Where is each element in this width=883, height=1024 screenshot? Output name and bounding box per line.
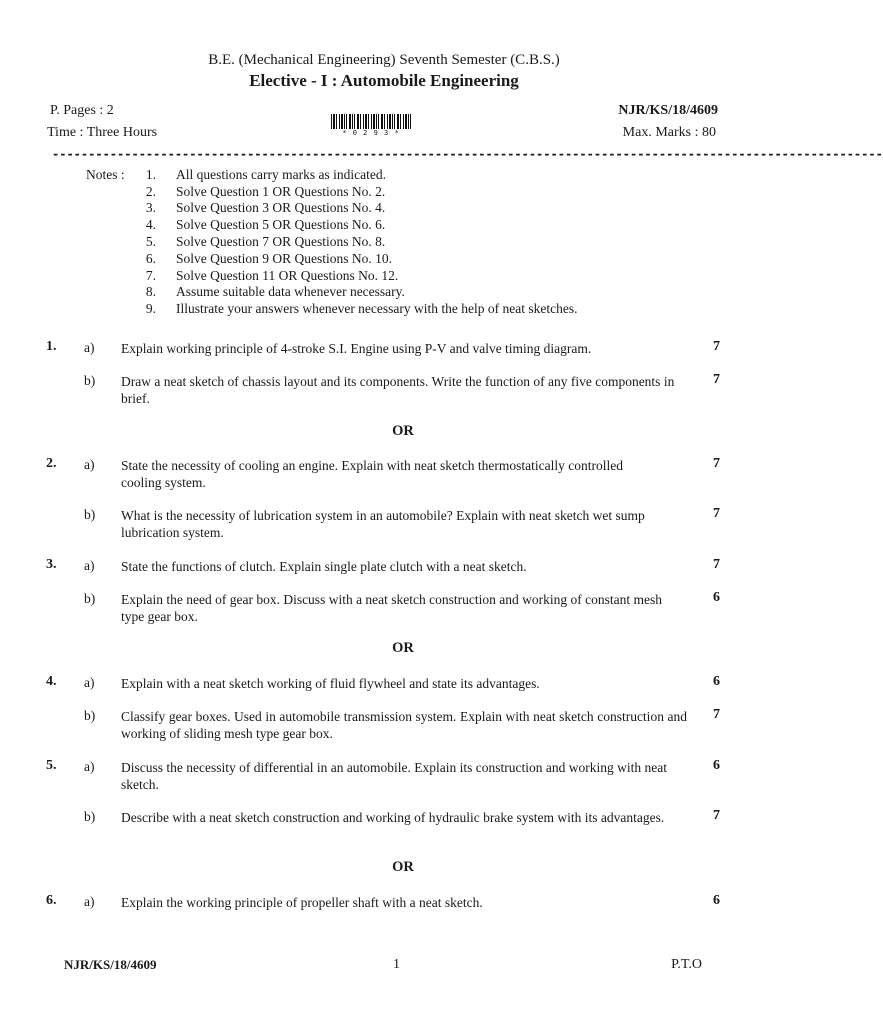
question-marks: 7 [713,456,720,471]
question-marks: 7 [713,339,720,354]
question-text: State the functions of clutch. Explain single plate clutch with a neat sketch. [121,559,527,574]
note-text: Solve Question 5 OR Questions No. 6. [176,217,386,232]
question-number: 6. [46,893,57,908]
paper-code: NJR/KS/18/4609 [618,103,718,118]
question-part-label: a) [84,759,95,774]
question-number: 3. [46,557,57,572]
question-marks: 6 [713,590,720,605]
question-marks: 7 [713,557,720,572]
question-text: Explain working principle of 4-stroke S.I. Engine using P-V and valve timing diagram. [121,341,592,356]
note-text: Illustrate your answers whenever necessary with the help of neat sketches. [176,301,578,316]
page-number: 1 [393,957,400,972]
barcode-number: * 0 2 9 3 * [330,129,412,138]
question-part-label: b) [84,591,96,606]
footer-paper-code: NJR/KS/18/4609 [64,957,157,972]
page-count: P. Pages : 2 [50,103,114,118]
question-part-label: b) [84,708,96,723]
note-number: 3. [145,200,156,215]
question-marks: 6 [713,674,720,689]
question-part-label: b) [84,809,96,824]
note-number: 9. [145,301,156,316]
note-text: All questions carry marks as indicated. [176,167,386,182]
question-text: Discuss the necessity of differential in an automobile. Explain its construction and working with neat sketch. [121,760,668,792]
note-text: Solve Question 3 OR Questions No. 4. [176,200,386,215]
barcode-image [330,114,412,140]
or-separator: OR [392,423,414,439]
or-separator: OR [392,640,414,656]
note-number: 6. [145,251,156,266]
note-text: Solve Question 1 OR Questions No. 2. [176,184,386,199]
question-part-label: a) [84,340,95,355]
notes-label: Notes : [86,167,125,182]
question-text: Explain the need of gear box. Discuss with a neat sketch construction and working of constant mesh type gear box. [121,592,662,624]
question-part-label: b) [84,507,96,522]
question-part-label: a) [84,675,95,690]
question-number: 2. [46,456,57,471]
question-text: Classify gear boxes. Used in automobile transmission system. Explain with neat sketch construction and working of sliding mesh type gear box. [121,709,687,741]
exam-time: Time : Three Hours [47,125,158,140]
question-marks: 6 [713,758,720,773]
question-text: State the necessity of cooling an engine. Explain with neat sketch thermostatically controlled cooling system. [121,458,623,490]
question-number: 1. [46,339,57,354]
note-number: 7. [145,268,156,283]
question-part-label: b) [84,373,96,388]
question-number: 5. [46,758,57,773]
question-marks: 7 [713,808,720,823]
note-number: 8. [145,284,156,299]
please-turn-over: P.T.O [671,957,702,972]
note-text: Solve Question 11 OR Questions No. 12. [176,268,399,283]
header-separator: ------------------------------------------------------------------------------------------------------------------- [52,147,883,161]
question-marks: 7 [713,707,720,722]
question-text: Explain with a neat sketch working of fluid flywheel and state its advantages. [121,676,540,691]
question-text: Describe with a neat sketch construction and working of hydraulic brake system with its advantages. [121,810,665,825]
question-text: Draw a neat sketch of chassis layout and its components. Write the function of any five components in brief. [121,374,675,406]
question-part-label: a) [84,894,95,909]
question-marks: 7 [713,506,720,521]
note-number: 1. [145,167,156,182]
note-text: Solve Question 9 OR Questions No. 10. [176,251,392,266]
question-marks: 7 [713,372,720,387]
question-part-label: a) [84,457,95,472]
question-text: Explain the working principle of propeller shaft with a neat sketch. [121,895,483,910]
note-text: Solve Question 7 OR Questions No. 8. [176,234,386,249]
note-number: 4. [145,217,156,232]
question-text: What is the necessity of lubrication system in an automobile? Explain with neat sketch wet sump lubrication system. [121,508,645,540]
or-separator: OR [392,859,414,875]
question-marks: 6 [713,893,720,908]
max-marks: Max. Marks : 80 [622,125,716,140]
note-number: 2. [145,184,156,199]
note-number: 5. [145,234,156,249]
note-text: Assume suitable data whenever necessary. [176,284,405,299]
exam-course-line: B.E. (Mechanical Engineering) Seventh Semester (C.B.S.) [208,52,560,68]
question-number: 4. [46,674,57,689]
question-part-label: a) [84,558,95,573]
paper-title: Elective - I : Automobile Engineering [249,71,519,90]
